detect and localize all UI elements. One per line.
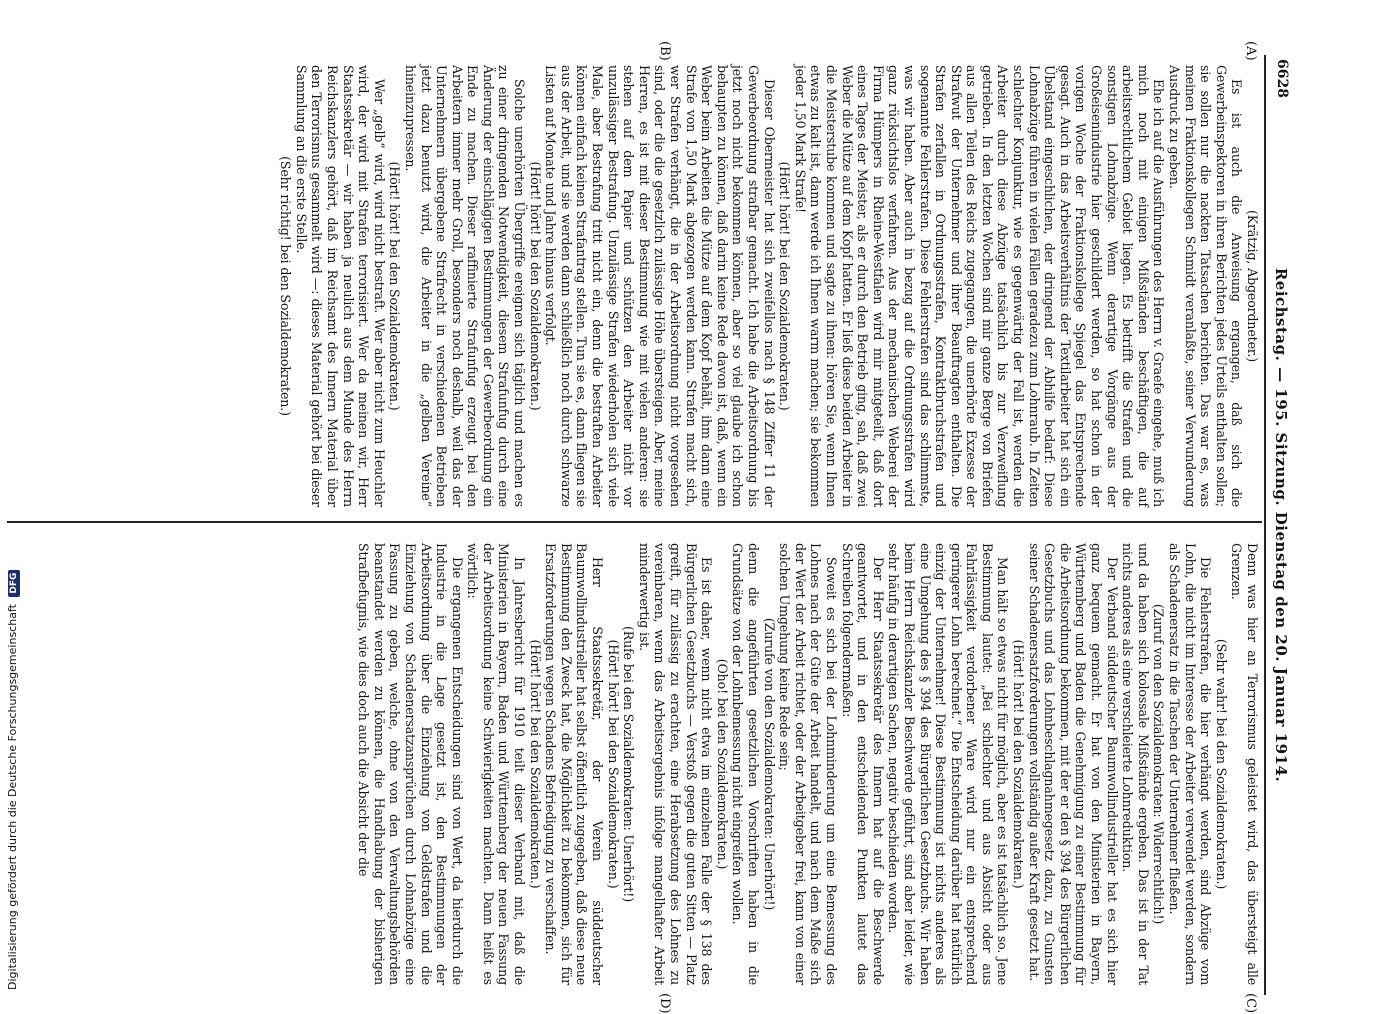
margin-mark-b: (B) bbox=[657, 41, 672, 61]
interjection: (Oho! bei den Sozialdemokraten.) bbox=[714, 658, 730, 870]
interjection: (Sehr richtig! bei den Sozialdemokraten.) bbox=[278, 156, 294, 416]
paragraph: In Jahresbericht für 1910 teilt dieser Verband mit, daß die Ministerien in Bayern, Baden und Württemberg der neuen Fassung der Arbeitsordnung keine Schwierigkeiten machten. Dann heißt es wörtlich: bbox=[465, 543, 528, 985]
quote: Es ist daher, wenn nicht etwa im einzelnen Falle der § 138 des Bürgerlichen Gesetzbuchs — Verstoß gegen die guten Sitten — Platz greift, für zulässig zu erachten, eine Herabsetzung des Lohnes zu vereinbaren, wenn das Arbeitsergebnis infolge mangelhafter Arbeit minderwertig ist. bbox=[636, 543, 715, 985]
interjection: (Hört! hört! bei den Sozialdemokraten.) bbox=[527, 161, 543, 411]
left-column bbox=[278, 65, 1260, 507]
interjection: (Hört! hört! bei den Sozialdemokraten.) bbox=[1011, 639, 1027, 889]
header-rule bbox=[1264, 55, 1266, 995]
dfg-logo: DFG bbox=[8, 570, 20, 597]
paragraph: Die Fehlerstrafen, die hier verhängt werden, sind Abzüge vom Lohn, die nicht im Interesse der Arbeiter verwendet werden, sondern als Schadenersatz in die Taschen der Unternehmer fließen. bbox=[1167, 543, 1214, 985]
paragraph: Herr Staatssekretär, der Verein süddeutscher Baumwollindustrieller hat selbst öffentlich zugegeben, daß diese neue Bestimmung den Zweck hat, die Möglichkeit zu bekommen, sich für Ersatzforderungen wegen Schadens Befriedigung zu verschaffen. bbox=[543, 543, 606, 985]
margin-mark-c: (C) bbox=[1243, 993, 1258, 1014]
newspaper-page bbox=[0, 41, 1292, 1014]
paragraph: Denn was hier an Terrorismus geleistet wird, das übersteigt alle Grenzen. bbox=[1229, 543, 1260, 985]
margin-mark-a: (A) bbox=[1243, 41, 1258, 61]
paragraph: Es ist auch die Anweisung ergangen, daß sich die Gewerbeinspektoren in ihren Berichten jedes Urteils enthalten sollen; sie sollen nur die nackten Tatsachen berichten. Das war es, was meinen Fraktionskollegen Schmidt veranlaßte, seiner Verwunderung Ausdruck zu geben. bbox=[1167, 65, 1245, 507]
page-number: 6628 bbox=[1274, 59, 1290, 98]
interjection: (Zuruf von den Sozialdemokraten: Widerrechtlich!) bbox=[1151, 603, 1167, 925]
paragraph: Wer „gelb“ wird, wird nicht bestraft. Wer aber nicht zum Heuchler wird, der wird mit Strafen terrorisiert. Wer da meinen wir, Herr Staatssekretär — wir haben ja neulich aus dem Munde des Herrn Reichskanzlers gehört, daß im Reichsamt des Innern Material über den Terrorismus gesammelt wird —: dieses Material gehört bei dieser Sammlung an die erste Stelle. bbox=[293, 65, 387, 507]
column-divider bbox=[7, 521, 1262, 523]
interjection: (Rufe bei den Sozialdemokraten: Unerhört!) bbox=[621, 626, 637, 902]
interjection: (Hört! hört! bei den Sozialdemokraten.) bbox=[777, 161, 793, 411]
margin-mark-d: (D) bbox=[657, 993, 672, 1014]
interjection: (Hört! hört! bei den Sozialdemokraten.) bbox=[527, 639, 543, 889]
paragraph: Ehe ich auf die Ausführungen des Herrn v. Graefe eingehe, muß ich mich noch mit einigen Mißständen beschäftigen, die auf arbeitsrechtlichem Gebiet liegen. Es betrifft die Strafen und die sonstigen Lohnabzüge. Wenn derartige Vorgänge aus der Großeisenindustrie hier geschildert werden, so hat schon in der vorigen Woche der Fraktionskollege Spiegel das Entsprechende gesagt. Auch in das Arbeitsverhältnis der Textilarbeiter hat sich ein Übelstand eingeschlichen, der dringend der Abhilfe bedarf: Diese Lohnabzüge führen in vielen Fällen geradezu zum Lohnraub. In Zeiten schlechter Konjunktur, wie es gegenwärtig der Fall ist, werden die Arbeiter durch diese Abzüge tatsächlich bis zur Verzweiflung getrieben. In den letzten Wochen sind mir ganze Berge von Briefen aus allen Teilen des Reichs zugegangen, die unerhörte Exzesse der Strafwut der Unternehmer und ihrer Beauftragten enthalten. Die Strafen zerfallen in Ordnungsstrafen, Kontraktbruchstrafen und sogenannte Fehlerstrafen. Diese Fehlerstrafen sind das schlimmste, was wir haben. Aber auch in bezug auf die Ordnungsstrafen wird ganz rücksichtslos verfahren. Aus der mechanischen Weberei der Firma Hümpers in Rheine-Westfalen wird mir mitgeteilt, daß dort eines Tages der Meister, als er durch den Betrieb ging, sah, daß zwei Weber die Mütze auf dem Kopf hatten. Er ließ diese beiden Arbeiter in die Meisterstube kommen und sagte zu ihnen: hören Sie, wenn Ihnen etwas zu kalt ist, dann werde ich Ihnen warm machen; sie bekommen jeder 1,50 Mark Strafe! bbox=[792, 65, 1167, 507]
digitization-text: Digitalisierung gefördert durch die Deutsche Forschungsgemeinschaft bbox=[6, 604, 19, 990]
paragraph: Dieser Obermeister hat sich zweifellos nach § 148 Ziffer 11 der Gewerbeordnung strafbar gemacht. Ich habe die Arbeitsordnung bis jetzt noch nicht bekommen können, aber so viel glaube ich schon behaupten zu können, daß darin keine Rede davon ist, daß, wenn ein Weber beim Arbeiten die Mütze auf dem Kopf behält, ihm dann eine Strafe von 1,50 Mark abgezogen werden kann. Strafen macht sich, wer Strafen verhängt, die in der Arbeitsordnung nicht vorgesehen sind, oder die die gesetzlich zulässige Höhe übersteigen. Aber, meine Herren, es ist mit dieser Bestimmung wie mit vielen anderen: sie stehen auf dem Papier und schützen den Arbeiter nicht vor unzulässiger Bestrafung. Unzulässige Strafen wiederholen sich viele Male, aber Bestrafung tritt nicht ein, denn die bestraften Arbeiter können einfach keinen Strafantrag stellen. Tun sie es, dann fliegen sie aus der Arbeit, und sie werden dann schließlich noch durch schwarze Listen auf Monate und Jahre hinaus verfolgt. bbox=[543, 65, 777, 507]
page-title: Reichstag. — 195. Sitzung. Dienstag den 20. Januar 1914. bbox=[1272, 267, 1290, 783]
quote: Die ergangenen Entscheidungen sind von Wert, da hierdurch die Industrie in die Lage gesetzt ist, den Bestimmungen der Arbeitsordnung über die Einziehung von Geldstrafen und die Einziehung von Schadenersatzansprüchen durch Lohnabzüge eine Fassung zu geben, welche, ohne von den Verwaltungsbehörden beanstandet werden zu können, die Handhabung der bisherigen Strafbefugnis, wie dies doch auch die Absicht der die bbox=[356, 543, 465, 985]
page-header bbox=[1266, 55, 1292, 995]
paragraph: Man hält so etwas nicht für möglich, aber es ist tatsächlich so. Jene Bestimmung lautet: „Bei schlechter und aus Absicht oder aus Fahrlässigkeit verdorbener Ware wird nur ein entsprechend geringerer Lohn berechnet.“ Die Entscheidung darüber hat natürlich einzig der Unternehmer! Diese Bestimmung ist nichts anderes als eine Umgehung des § 394 des Bürgerlichen Gesetzbuchs. Wir haben beim Herrn Reichskanzler Beschwerde geführt, sind aber leider, wie sehr häufig in derartigen Sachen, negativ beschieden worden. bbox=[886, 543, 1011, 985]
interjection: (Hört! hört! bei den Sozialdemokraten.) bbox=[387, 161, 403, 411]
interjection: (Zurufe von den Sozialdemokraten: Unerhört!) bbox=[761, 617, 777, 911]
digitization-note bbox=[6, 570, 20, 990]
interjection: (Hört! hört! bei den Sozialdemokraten.) bbox=[605, 639, 621, 889]
speaker-line: (Krätzig, Abgeordneter.) bbox=[1245, 209, 1260, 362]
paragraph: und da haben sich kolossale Mißstände ergeben. Das ist in der Tat nichts anderes als eine verschleierte Lohnreduktion. bbox=[1120, 543, 1151, 985]
quote: Soweit es sich bei der Lohnminderung um eine Bemessung des Lohnes nach der Güte der Arbeit handelt, und nach dem Maße sich der Wert der Arbeit richtet, oder der Arbeitgeber frei, kann von einer solchen Umgehung keine Rede sein; bbox=[777, 543, 839, 985]
paragraph: Der Herr Staatssekretär des Innern hat auf die Beschwerde geantwortet, und in den entscheidenden Punkten lautet das Schreiben folgendermaßen: bbox=[839, 543, 886, 985]
paragraph: Solche unerhörten Übergriffe ereignen sich täglich und machen es zu einer dringenden Notwendigkeit, diesem Strafunfug durch eine Änderung der einschlägigen Bestimmungen der Gewerbeordnung ein Ende zu machen. Dieser raffinierte Strafunfug erzeugt bei den Arbeitern immer mehr Groll, besonders noch deshalb, weil das der Unternehmern übergebene Strafrecht in verschiedenen Betrieben jetzt dazu benutzt wird, die Arbeiter in die „gelben Vereine“ hineinzupressen. bbox=[402, 65, 528, 507]
quote: denn die angeführten gesetzlichen Vorschriften haben in die Grundsätze von der Lohnbemessung nicht eingreifen wollen. bbox=[730, 543, 761, 985]
paragraph: Der Verband süddeutscher Baumwollindustrieller hat es sich hier ganz bequem gemacht. Er hat von den Ministerien in Bayern, Württemberg und Baden die Genehmigung zu einer Bestimmung für die Arbeitsordnung bekommen, mit der er den § 394 des Bürgerlichen Gesetzbuchs und das Lohnbeschlagnahmegesetz dazu, zu Gunsten seiner Schadenersatzforderungen vollständig außer Kraft gesetzt hat. bbox=[1026, 543, 1120, 985]
interjection: (Sehr wahr! bei den Sozialdemokraten.) bbox=[1213, 638, 1229, 890]
right-column bbox=[356, 543, 1260, 985]
